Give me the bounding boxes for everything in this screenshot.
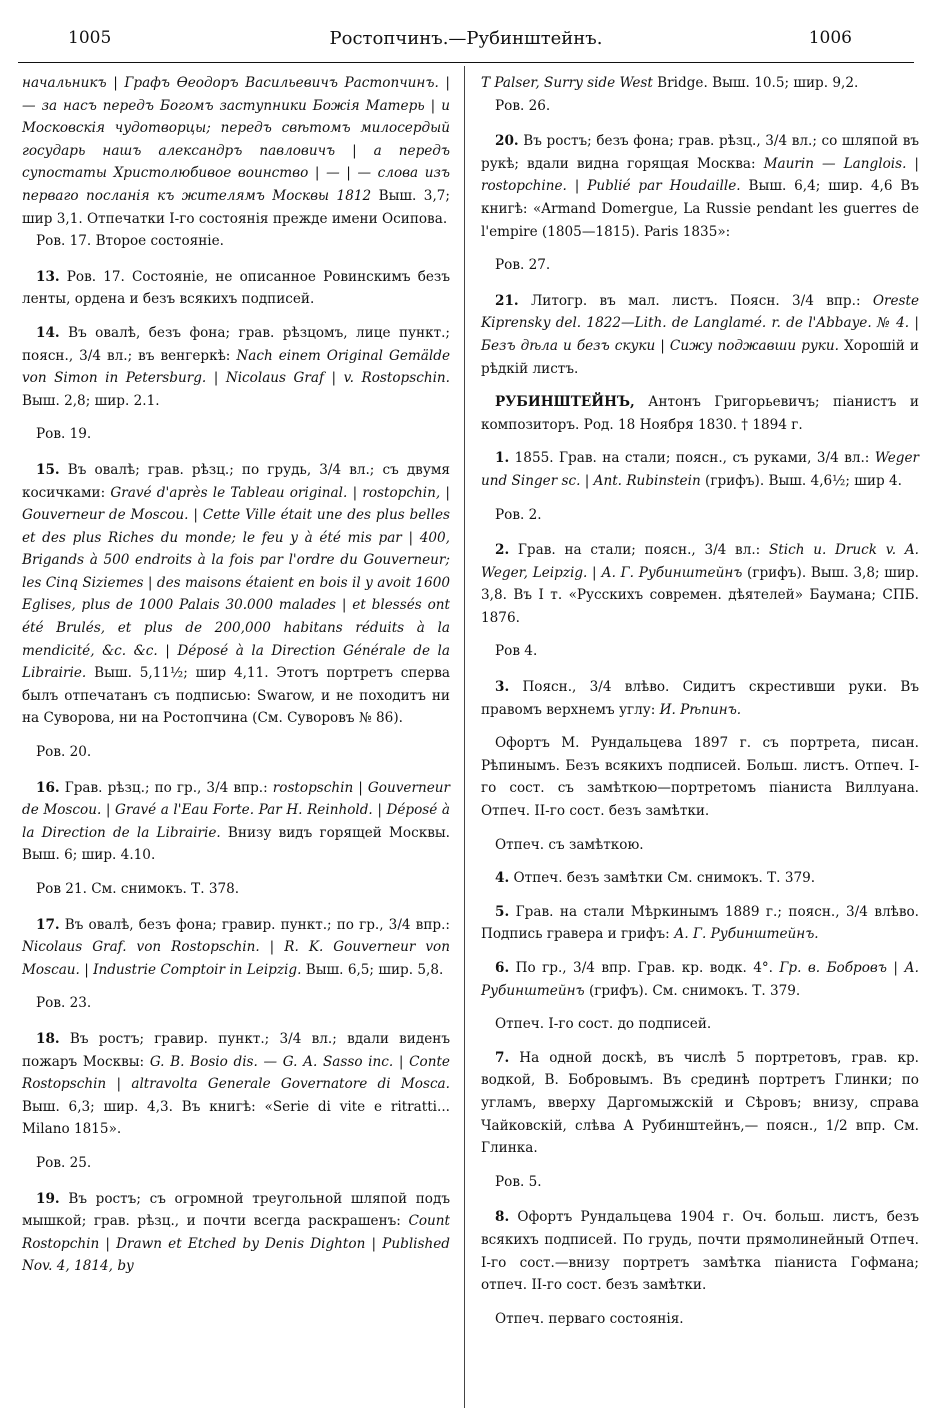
entry-text: Грав. на стали Мѣркинымъ 1889 г.; поясн., 3/4 влѣво. Подпись гравера и грифъ: bbox=[481, 903, 919, 943]
entry-tail: Хорошiй и рѣдкiй листъ. bbox=[481, 337, 919, 377]
catalog-entry bbox=[481, 290, 919, 380]
entry-number: 7. bbox=[495, 1049, 510, 1066]
entry-number: 13. bbox=[36, 268, 60, 285]
rovinsky-reference bbox=[22, 230, 450, 253]
catalog-entry bbox=[481, 130, 919, 243]
page-number-left: 1005 bbox=[68, 28, 112, 48]
rovinsky-reference bbox=[481, 1171, 919, 1194]
inscription-text: Nicolaus Graf. von Rostopschin. | R. K. Gouverneur von Moscau. | Industrie Comptoir in Leipzig. bbox=[22, 939, 450, 978]
catalog-entry bbox=[22, 777, 450, 867]
subject-description: Антонъ Григорьевичъ; пiанистъ и композиторъ. Род. 18 Ноября 1830. † 1894 г. bbox=[481, 394, 919, 433]
entry-tail: Выш. 5,11½; шир 4,11. Этотъ портретъ сперва былъ отпечатанъ съ подписью: Swarow, и не походитъ ни на Суворова, ни на Ростопчина (См. Суворовъ № 86). bbox=[22, 665, 450, 727]
entry-text: Грав. на стали; поясн., 3/4 вл.: bbox=[509, 542, 769, 559]
rovinsky-reference bbox=[481, 504, 919, 527]
entry-tail: Выш. 2,8; шир. 2.1. bbox=[22, 392, 160, 409]
catalog-entry bbox=[481, 1206, 919, 1296]
entry-tail: Внизу видъ горящей Москвы. Выш. 6; шир. 4.10. bbox=[22, 824, 451, 864]
inscription-text: Count Rostopchin | Drawn et Etched by Denis Dighton | Published Nov. 4, 1814, by bbox=[22, 1213, 450, 1275]
catalog-entry bbox=[481, 957, 919, 1002]
catalog-entry bbox=[481, 1047, 919, 1160]
inscription-text: Maurin — Langlois. | rostopchine. | Publié par Houdaille. bbox=[481, 155, 919, 195]
catalog-entry bbox=[481, 901, 919, 946]
entry-number: 21. bbox=[495, 292, 519, 309]
catalog-entry bbox=[481, 676, 919, 721]
inscription-text: И. Рѣпинъ. bbox=[659, 701, 742, 718]
entry-text: Грав. рѣзц.; по гр., 3/4 впр.: bbox=[59, 779, 273, 796]
rovinsky-reference bbox=[481, 254, 919, 277]
header-rule bbox=[18, 62, 914, 63]
catalog-entry bbox=[481, 867, 919, 890]
entry-note bbox=[481, 1013, 919, 1036]
inscription-text: Weger und Singer sc. | Ant. Rubinstein bbox=[481, 450, 919, 489]
entry-number: 8. bbox=[495, 1209, 510, 1226]
entry-number: 1. bbox=[495, 450, 510, 467]
entry-text: 1855. Грав. на стали; поясн., съ руками, 3/4 вл.: bbox=[509, 450, 875, 467]
subject-heading bbox=[481, 391, 919, 436]
page-number-right: 1006 bbox=[808, 28, 852, 48]
rovinsky-reference bbox=[22, 1152, 450, 1175]
entry-text: Bridge. Выш. 10.5; шир. 9,2. bbox=[652, 75, 859, 91]
entry-text: Офортъ Рундальцева 1904 г. Оч. больш. листъ, безъ всякихъ подписей. По грудь, почти прямолинейный Отпеч. I-го сост.—внизу портретъ замѣтка пiаниста Гофмана; отпеч. II-го сост. безъ замѣтки. bbox=[481, 1209, 919, 1294]
reference-text: Ров. 25. bbox=[36, 1154, 92, 1171]
entry-text: Литогр. въ мал. листъ. Поясн. 3/4 впр.: bbox=[518, 292, 873, 309]
entry-note bbox=[481, 732, 919, 822]
reference-text: Ров. 23. bbox=[36, 995, 92, 1012]
entry-number: 3. bbox=[495, 679, 510, 696]
reference-text: Ров. 19. bbox=[36, 426, 92, 443]
entry-tail: Выш. 6,4; шир. 4,6 Въ книгѣ: «Armand Domergue, La Russie pendant les guerres de l'empire (1805—1815). Paris 1835»: bbox=[481, 178, 919, 240]
catalog-entry bbox=[22, 266, 450, 311]
inscription-text: Stich u. Druck v. A. Weger, Leipzig. | А. Г. Рубинштейнъ bbox=[481, 542, 919, 581]
entry-text: Выш. 3,7; шир 3,1. Отпечатки I-го состоянiя прежде имени Осипова. bbox=[22, 187, 450, 227]
reference-text: Ров. 20. bbox=[36, 744, 92, 761]
left-column bbox=[22, 72, 450, 1289]
catalog-entry bbox=[22, 459, 450, 730]
inscription-text: Gravé d'après le Tableau original. | rostopchin, | Gouverneur de Moscou. | Cette Ville était une des plus belles et des plus Riches du monde; le feu y à été mis par | 400, Brigands à 500 endroits à la fois par l'ordre du Gouverneur; les Cinq Siziemes | des maisons étaient en bois il y avoit 1600 Eglises, plus de 1000 Palais 30.000 malades | et blessés ont été Brulés, et plus de 200,000 habitans réduits à la mendicité, &c. &c. | Déposé à la Direction Générale de la Librairie. bbox=[22, 484, 450, 682]
inscription-text: G. B. Bosio dis. — G. A. Sasso inc. | Conte Rostopschin | altravolta Generale Governatore di Mosca. bbox=[22, 1053, 450, 1093]
entry-number: 19. bbox=[36, 1190, 60, 1207]
entry-text: На одной доскѣ, въ числѣ 5 портретовъ, грав. кр. водкой, В. Бобровымъ. Въ срединѣ портретъ Глинки; по угламъ, вверху Даргомыжскiй и Сѣровъ; внизу, справа Чайковскiй, слѣва А Рубинштейнъ,— поясн., 1/2 впр. См. Глинка. bbox=[481, 1049, 919, 1157]
rovinsky-reference bbox=[22, 992, 450, 1015]
catalog-entry bbox=[22, 914, 450, 982]
running-title: Ростопчинъ.—Рубинштейнъ. bbox=[329, 28, 603, 49]
rovinsky-reference bbox=[481, 640, 919, 663]
rovinsky-reference bbox=[22, 741, 450, 764]
inscription-text: rostopschin | Gouverneur de Moscou. | Gravé a l'Eau Forte. Par H. Reinhold. | Déposé à la Direction de la Librairie. bbox=[22, 779, 451, 841]
catalog-entry bbox=[22, 322, 450, 412]
entry-text: Ров. 17. Состоянiе, не описанное Ровинскимъ безъ ленты, ордена и безъ всякихъ подписей. bbox=[22, 268, 450, 308]
entry-number: 20. bbox=[495, 133, 519, 150]
column-divider bbox=[464, 66, 465, 1408]
continued-entry bbox=[481, 72, 919, 95]
entry-tail: Выш. 6,3; шир. 4,3. Въ книгѣ: «Serie di vite e ritratti... Milano 1815». bbox=[22, 1098, 450, 1138]
reference-text: Ров. 27. bbox=[495, 257, 551, 274]
subject-name: РУБИНШТЕЙНЪ, bbox=[495, 394, 635, 411]
entry-number: 15. bbox=[36, 461, 60, 478]
inscription-text: Oreste Kiprensky del. 1822—Lith. de Langlamé. r. de l'Abbaye. № 4. | Безъ дѣла и безъ скуки | Сижу поджавши руки. bbox=[481, 292, 919, 354]
entry-tail: (грифъ). Выш. 4,6½; шир 4. bbox=[700, 472, 902, 489]
entry-note bbox=[481, 1308, 919, 1331]
note-text: Отпеч. перваго состоянiя. bbox=[495, 1310, 684, 1327]
entry-tail: Выш. 6,5; шир. 5,8. bbox=[301, 961, 444, 978]
catalog-entry bbox=[481, 539, 919, 629]
right-column bbox=[481, 72, 919, 1341]
entry-number: 14. bbox=[36, 324, 60, 341]
reference-text: Ров. 17. Второе состоянiе. bbox=[36, 233, 224, 250]
inscription-text: Гр. в. Бобровъ | А. Рубинштейнъ bbox=[481, 960, 919, 999]
continued-entry bbox=[22, 72, 450, 230]
inscription-text: А. Г. Рубинштейнъ. bbox=[674, 926, 819, 943]
inscription-text: начальникъ | Графъ Өеодоръ Васильевичъ Растопчинъ. | — за насъ передъ Богомъ заступники Божiя Матерь | и Московскiя чудотворцы; передъ свѣтомъ милосердый государь нашъ александръ павловичъ | а передъ супостаты Христолюбивое воинство | — | — слова изъ перваго посланiя къ жителямъ Москвы 1812 bbox=[22, 75, 450, 204]
entry-tail: (грифъ). См. снимокъ. Т. 379. bbox=[584, 982, 801, 999]
entry-number: 4. bbox=[495, 870, 510, 887]
entry-text: Въ ростъ; съ огромной треугольной шляпой подъ мышкой; грав. рѣзц., и почти всегда раскрашенъ: bbox=[22, 1190, 450, 1230]
entry-text: Въ овалѣ, безъ фона; грав. рѣзцомъ, лице пункт.; поясн., 3/4 вл.; въ венгеркѣ: bbox=[22, 324, 450, 364]
inscription-text: T Palser, Surry side West bbox=[481, 75, 653, 91]
entry-tail: (грифъ). Выш. 3,8; шир. 3,8. Въ I т. «Русскихъ современ. дѣятелей» Баумана; СПБ. 1876. bbox=[481, 564, 919, 626]
catalog-entry bbox=[22, 1028, 450, 1141]
rovinsky-reference bbox=[481, 95, 919, 118]
reference-text: Ров. 2. bbox=[495, 506, 542, 523]
entry-text: Въ овалѣ, безъ фона; гравир. пункт.; по гр., 3/4 впр.: bbox=[59, 916, 450, 933]
note-text: Офортъ М. Рундальцева 1897 г. съ портрета, писан. Рѣпинымъ. Безъ всякихъ подписей. Больш. листъ. Отпеч. I-го сост. съ замѣткою—портретомъ пiаниста Виллуана. Отпеч. II-го сост. безъ замѣтки. bbox=[481, 735, 919, 820]
reference-text: Ров. 26. bbox=[495, 97, 551, 114]
entry-text: Въ овалѣ; грав. рѣзц.; по грудь, 3/4 вл.; съ двумя косичками: bbox=[22, 461, 450, 501]
catalog-entry bbox=[22, 1188, 450, 1278]
entry-number: 18. bbox=[36, 1030, 60, 1047]
entry-text: Въ ростъ; гравир. пункт.; 3/4 вл.; вдали виденъ пожаръ Москвы: bbox=[22, 1030, 450, 1070]
entry-text: Поясн., 3/4 влѣво. Сидитъ скрестивши руки. Въ правомъ верхнемъ углу: bbox=[481, 679, 919, 718]
reference-text: Ров. 5. bbox=[495, 1173, 542, 1190]
page-header bbox=[24, 28, 908, 58]
rovinsky-reference bbox=[22, 423, 450, 446]
entry-text: Отпеч. безъ замѣтки См. снимокъ. Т. 379. bbox=[509, 870, 816, 887]
entry-number: 5. bbox=[495, 903, 510, 920]
catalog-entry bbox=[481, 447, 919, 492]
rovinsky-reference bbox=[22, 878, 450, 901]
entry-number: 2. bbox=[495, 542, 510, 559]
entry-text: Въ ростъ; безъ фона; грав. рѣзц., 3/4 вл.; со шляпой въ рукѣ; вдали видна горящая Москва: bbox=[481, 133, 919, 172]
entry-note bbox=[481, 834, 919, 857]
entry-number: 6. bbox=[495, 960, 510, 976]
reference-text: Ров 21. См. снимокъ. Т. 378. bbox=[36, 881, 240, 897]
inscription-text: Nach einem Original Gemälde von Simon in Petersburg. | Nicolaus Graf | v. Rostopschin. bbox=[22, 347, 450, 387]
entry-text: По гр., 3/4 впр. Грав. кр. водк. 4°. bbox=[509, 960, 780, 976]
note-text: Отпеч. съ замѣткою. bbox=[495, 836, 644, 853]
note-text: Отпеч. I-го сост. до подписей. bbox=[495, 1016, 712, 1033]
entry-number: 17. bbox=[36, 916, 60, 933]
entry-number: 16. bbox=[36, 779, 60, 796]
reference-text: Ров 4. bbox=[495, 643, 538, 660]
